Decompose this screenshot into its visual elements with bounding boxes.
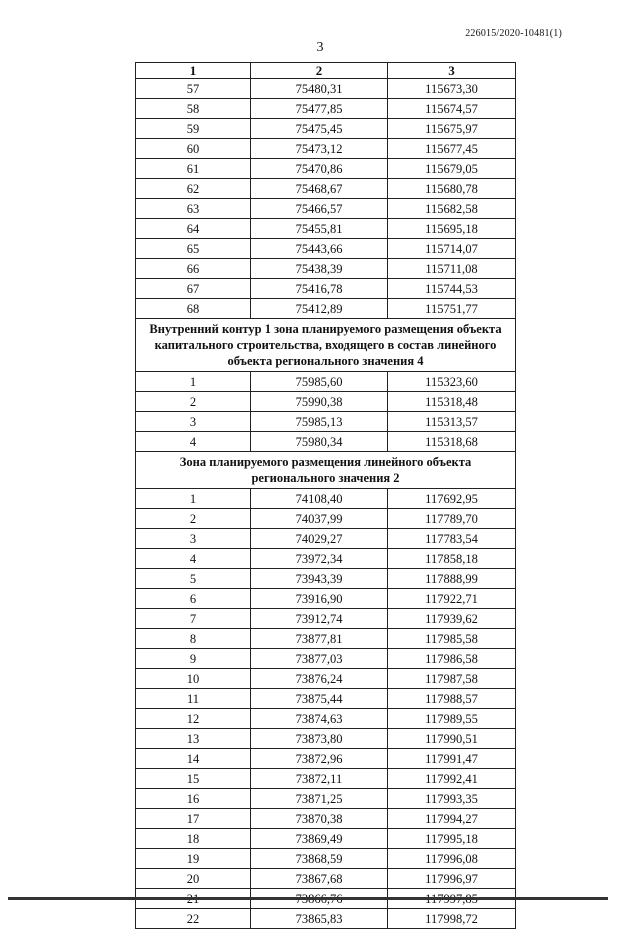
point-number-cell: 16 — [136, 789, 251, 809]
x-coordinate-cell: 75416,78 — [251, 279, 388, 299]
x-coordinate-cell: 73916,90 — [251, 589, 388, 609]
point-number-cell: 64 — [136, 219, 251, 239]
page-number: 3 — [316, 40, 324, 55]
y-coordinate-cell: 115680,78 — [388, 179, 516, 199]
table-row — [136, 79, 516, 99]
table-row — [136, 489, 516, 509]
table-row — [136, 809, 516, 829]
table-row — [136, 749, 516, 769]
x-coordinate-cell: 73872,96 — [251, 749, 388, 769]
y-coordinate-cell: 115323,60 — [388, 372, 516, 392]
x-coordinate-cell: 75470,86 — [251, 159, 388, 179]
point-number-cell: 3 — [136, 529, 251, 549]
table-row — [136, 509, 516, 529]
x-coordinate-cell: 75475,45 — [251, 119, 388, 139]
point-number-cell: 10 — [136, 669, 251, 689]
y-coordinate-cell: 117996,08 — [388, 849, 516, 869]
y-coordinate-cell: 117990,51 — [388, 729, 516, 749]
x-coordinate-cell: 73869,49 — [251, 829, 388, 849]
point-number-cell: 4 — [136, 432, 251, 452]
x-coordinate-cell: 73867,68 — [251, 869, 388, 889]
table-row — [136, 179, 516, 199]
point-number-cell: 12 — [136, 709, 251, 729]
table-row — [136, 669, 516, 689]
point-number-cell: 18 — [136, 829, 251, 849]
point-number-cell: 66 — [136, 259, 251, 279]
x-coordinate-cell: 75466,57 — [251, 199, 388, 219]
point-number-cell: 58 — [136, 99, 251, 119]
y-coordinate-cell: 115695,18 — [388, 219, 516, 239]
point-number-cell: 1 — [136, 372, 251, 392]
y-coordinate-cell: 117858,18 — [388, 549, 516, 569]
column-header-number: 1 — [136, 63, 251, 79]
x-coordinate-cell: 75443,66 — [251, 239, 388, 259]
table-row — [136, 629, 516, 649]
y-coordinate-cell: 117783,54 — [388, 529, 516, 549]
x-coordinate-cell: 73873,80 — [251, 729, 388, 749]
table-row — [136, 99, 516, 119]
y-coordinate-cell: 117995,18 — [388, 829, 516, 849]
point-number-cell: 4 — [136, 549, 251, 569]
y-coordinate-cell: 117692,95 — [388, 489, 516, 509]
y-coordinate-cell: 117987,58 — [388, 669, 516, 689]
x-coordinate-cell: 75980,34 — [251, 432, 388, 452]
column-header-x: 2 — [251, 63, 388, 79]
table-row — [136, 299, 516, 319]
y-coordinate-cell: 117939,62 — [388, 609, 516, 629]
table-row — [136, 392, 516, 412]
table-header-row — [136, 63, 516, 79]
y-coordinate-cell: 117998,72 — [388, 909, 516, 929]
x-coordinate-cell: 74108,40 — [251, 489, 388, 509]
y-coordinate-cell: 115673,30 — [388, 79, 516, 99]
point-number-cell: 7 — [136, 609, 251, 629]
table-row — [136, 789, 516, 809]
point-number-cell: 1 — [136, 489, 251, 509]
table-row — [136, 119, 516, 139]
table-row — [136, 589, 516, 609]
point-number-cell: 62 — [136, 179, 251, 199]
table-row — [136, 909, 516, 929]
table-row — [136, 829, 516, 849]
x-coordinate-cell: 73876,24 — [251, 669, 388, 689]
table-row — [136, 689, 516, 709]
y-coordinate-cell: 115675,97 — [388, 119, 516, 139]
table-row — [136, 609, 516, 629]
point-number-cell: 2 — [136, 392, 251, 412]
section-title: Зона планируемого размещения линейного объекта регионального значения 2 — [136, 452, 516, 489]
x-coordinate-cell: 73912,74 — [251, 609, 388, 629]
y-coordinate-cell: 117991,47 — [388, 749, 516, 769]
point-number-cell: 57 — [136, 79, 251, 99]
point-number-cell: 9 — [136, 649, 251, 669]
x-coordinate-cell: 75477,85 — [251, 99, 388, 119]
x-coordinate-cell: 75985,60 — [251, 372, 388, 392]
point-number-cell: 5 — [136, 569, 251, 589]
x-coordinate-cell: 75473,12 — [251, 139, 388, 159]
table-row — [136, 769, 516, 789]
table-row — [136, 709, 516, 729]
section-header-row — [136, 452, 516, 489]
section-title: Внутренний контур 1 зона планируемого размещения объекта капитального строительства, входящего в состав линейного объекта регионального значения 4 — [136, 319, 516, 372]
column-header-y: 3 — [388, 63, 516, 79]
table-row — [136, 849, 516, 869]
x-coordinate-cell: 75438,39 — [251, 259, 388, 279]
table-row — [136, 729, 516, 749]
point-number-cell: 60 — [136, 139, 251, 159]
y-coordinate-cell: 115714,07 — [388, 239, 516, 259]
point-number-cell: 61 — [136, 159, 251, 179]
table-row — [136, 432, 516, 452]
y-coordinate-cell: 117996,97 — [388, 869, 516, 889]
point-number-cell: 15 — [136, 769, 251, 789]
y-coordinate-cell: 115682,58 — [388, 199, 516, 219]
point-number-cell: 17 — [136, 809, 251, 829]
table-row — [136, 259, 516, 279]
x-coordinate-cell: 75455,81 — [251, 219, 388, 239]
y-coordinate-cell: 115677,45 — [388, 139, 516, 159]
y-coordinate-cell: 117789,70 — [388, 509, 516, 529]
coordinates-table-body — [136, 63, 516, 929]
table-row — [136, 372, 516, 392]
x-coordinate-cell: 73871,25 — [251, 789, 388, 809]
table-row — [136, 569, 516, 589]
y-coordinate-cell: 115313,57 — [388, 412, 516, 432]
x-coordinate-cell: 73877,03 — [251, 649, 388, 669]
point-number-cell: 68 — [136, 299, 251, 319]
x-coordinate-cell: 73877,81 — [251, 629, 388, 649]
x-coordinate-cell: 73865,83 — [251, 909, 388, 929]
y-coordinate-cell: 115744,53 — [388, 279, 516, 299]
y-coordinate-cell: 117994,27 — [388, 809, 516, 829]
y-coordinate-cell: 117922,71 — [388, 589, 516, 609]
table-row — [136, 199, 516, 219]
point-number-cell: 8 — [136, 629, 251, 649]
table-row — [136, 549, 516, 569]
y-coordinate-cell: 115318,48 — [388, 392, 516, 412]
y-coordinate-cell: 117888,99 — [388, 569, 516, 589]
x-coordinate-cell: 73875,44 — [251, 689, 388, 709]
y-coordinate-cell: 115318,68 — [388, 432, 516, 452]
section-header-row — [136, 319, 516, 372]
x-coordinate-cell: 74037,99 — [251, 509, 388, 529]
y-coordinate-cell: 117986,58 — [388, 649, 516, 669]
x-coordinate-cell: 75468,67 — [251, 179, 388, 199]
x-coordinate-cell: 73972,34 — [251, 549, 388, 569]
table-row — [136, 279, 516, 299]
point-number-cell: 22 — [136, 909, 251, 929]
table-row — [136, 412, 516, 432]
point-number-cell: 6 — [136, 589, 251, 609]
point-number-cell: 2 — [136, 509, 251, 529]
table-row — [136, 139, 516, 159]
y-coordinate-cell: 115679,05 — [388, 159, 516, 179]
y-coordinate-cell: 115711,08 — [388, 259, 516, 279]
x-coordinate-cell: 73872,11 — [251, 769, 388, 789]
point-number-cell: 67 — [136, 279, 251, 299]
point-number-cell: 19 — [136, 849, 251, 869]
document-id: 226015/2020-10481(1) — [465, 28, 562, 39]
table-row — [136, 869, 516, 889]
y-coordinate-cell: 117985,58 — [388, 629, 516, 649]
coordinates-table — [135, 62, 516, 929]
y-coordinate-cell: 117992,41 — [388, 769, 516, 789]
point-number-cell: 13 — [136, 729, 251, 749]
point-number-cell: 65 — [136, 239, 251, 259]
point-number-cell: 59 — [136, 119, 251, 139]
point-number-cell: 14 — [136, 749, 251, 769]
point-number-cell: 63 — [136, 199, 251, 219]
x-coordinate-cell: 75412,89 — [251, 299, 388, 319]
x-coordinate-cell: 75990,38 — [251, 392, 388, 412]
y-coordinate-cell: 115751,77 — [388, 299, 516, 319]
x-coordinate-cell: 73870,38 — [251, 809, 388, 829]
x-coordinate-cell: 74029,27 — [251, 529, 388, 549]
x-coordinate-cell: 75985,13 — [251, 412, 388, 432]
table-row — [136, 159, 516, 179]
y-coordinate-cell: 117989,55 — [388, 709, 516, 729]
table-row — [136, 649, 516, 669]
y-coordinate-cell: 115674,57 — [388, 99, 516, 119]
y-coordinate-cell: 117993,35 — [388, 789, 516, 809]
table-row — [136, 219, 516, 239]
table-row — [136, 239, 516, 259]
bottom-rule — [8, 897, 608, 900]
table-row — [136, 529, 516, 549]
point-number-cell: 11 — [136, 689, 251, 709]
point-number-cell: 20 — [136, 869, 251, 889]
point-number-cell: 3 — [136, 412, 251, 432]
x-coordinate-cell: 73868,59 — [251, 849, 388, 869]
y-coordinate-cell: 117988,57 — [388, 689, 516, 709]
x-coordinate-cell: 73943,39 — [251, 569, 388, 589]
x-coordinate-cell: 73874,63 — [251, 709, 388, 729]
x-coordinate-cell: 75480,31 — [251, 79, 388, 99]
